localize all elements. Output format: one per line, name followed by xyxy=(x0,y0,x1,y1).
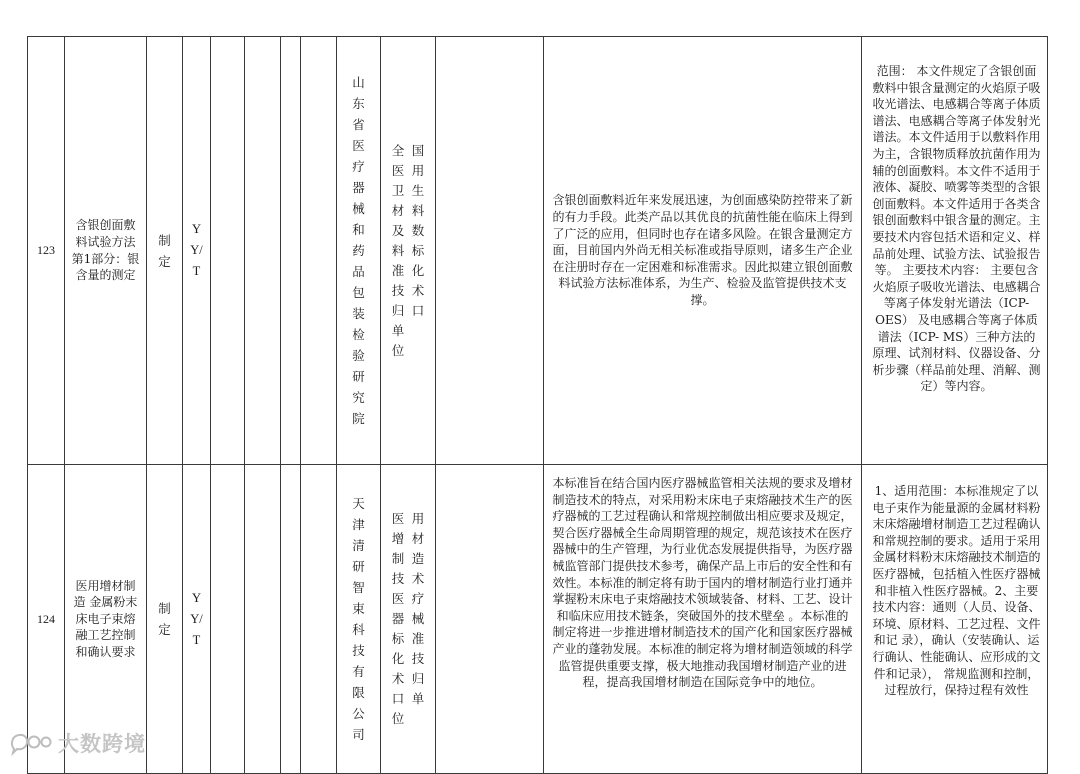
drafting-unit: 天津清研智束科技有限公司 xyxy=(352,496,365,742)
empty-cell xyxy=(281,37,301,465)
committee-col-a: 国用生料数标化术口 xyxy=(411,142,425,318)
standard-type: 制定 xyxy=(158,232,171,269)
watermark-text: 大数跨境 xyxy=(58,732,146,756)
empty-cell xyxy=(211,465,245,774)
standard-code: YY/T xyxy=(190,590,203,647)
scope-text: 1、适用范围：本标准规定了以电子束作为能量源的金属材料粉末床熔融增材制造工艺过程确认和常规控制的要求。适用于采用金属材料粉末床熔融技术制造的医疗器械，包括植入性医疗器械和非植入性医疗器械。2、主要技术内容：通则（人员、设备、环境、原材料、工艺过程、文件和记 录），确认（安装确认、运行确认、性能确认、应形成的文件和记录）， 常规监测和控制，过程放行，保持过程有效性 xyxy=(862,465,1048,774)
table-row xyxy=(28,465,1048,774)
purpose-text: 含银创面敷料近年来发展迅速，为创面感染防控带来了新的有力手段。此类产品以其优良的抗菌性能在临床上得到了广泛的应用，但同时也存在诸多风险。在银含量测定方面，目前国内外尚无相关标准或指导原则，诸多生产企业在注册时存在一定困难和标准需求。因此拟建立银创面敷料试验方法标准体系，为生产、检验及监管提供技术支撑。 xyxy=(544,37,862,465)
standard-name: 含银创面敷料试验方法第1部分：银含量的测定 xyxy=(71,218,140,283)
scope-text: 范围： 本文件规定了含银创面敷料中银含量测定的火焰原子吸收光谱法、电感耦合等离子体质谱法、电感耦合等离子体发射光谱法。本文件适用于以敷料作用为主，含银物质释放抗菌作用为辅的创面敷料。本文件不适用于液体、凝胶、喷雾等类型的含银创面敷料。本文件适用于各类含银创面敷料中银含量的测定。主要技术内容包括术语和定义、样品前处理、试验方法、试验报告等。 主要技术内容： 主要包含火焰原子吸收光谱法、电感耦合等离子体发射光谱法（ICP-OES） 及电感耦合等离子体质谱法（ICP- MS）三种方法的原理、试剂材料、仪器设备、分析步骤（样品前处理、消解、测定）等内容。 xyxy=(862,37,1048,465)
seq-number: 124 xyxy=(28,465,65,774)
empty-cell xyxy=(301,37,337,465)
empty-cell xyxy=(245,37,281,465)
bubble-logo-icon xyxy=(8,730,52,756)
drafting-unit: 山东省医疗器械和药品包装检验研究院 xyxy=(352,75,365,426)
seq-number: 123 xyxy=(28,37,65,465)
empty-cell xyxy=(301,465,337,774)
standard-name: 医用增材制造 金属粉末床电子束熔融工艺控制和确认要求 xyxy=(73,578,138,659)
watermark xyxy=(8,728,146,758)
table-row xyxy=(28,37,1048,465)
committee-col-b: 全医卫材及料准技归单位 xyxy=(391,142,405,358)
empty-cell xyxy=(436,37,544,465)
committee-col-b: 医增制技医器标化术口位 xyxy=(391,511,405,726)
empty-cell xyxy=(211,37,245,465)
committee-unit xyxy=(381,509,435,729)
committee-col-a: 用材造术疗械准技归单 xyxy=(411,511,425,706)
standards-table xyxy=(27,36,1048,774)
standard-type: 制定 xyxy=(158,601,171,637)
committee-unit xyxy=(381,141,435,361)
empty-cell xyxy=(245,465,281,774)
empty-cell xyxy=(281,465,301,774)
standard-code: YY/T xyxy=(190,222,203,278)
purpose-text: 本标准旨在结合国内医疗器械监管相关法规的要求及增材制造技术的特点，对采用粉末床电子束熔融技术生产的医疗器械的工艺过程确认和常规控制做出相应要求及规定，契合医疗器械全生命周期管理的规定，规范该技术在医疗器械中的生产管理，为行业优态发展提供指导，为医疗器械监管部门提供技术参考，确保产品上市后的安全性和有效性。本标准的制定将有助于国内的增材制造行业打通并掌握粉末床电子束熔融技术领域装备、材料、工艺、设计和临床应用技术链条，突破国外的技术壁垒 。本标准的制定将进一步推进增材制造技术的国产化和国家医疗器械产业的蓬勃发展。本标准的制定将为增材制造领域的科学监管提供重要支撑，极大地推动我国增材制造产业的进程，提高我国增材制造在国际竞争中的地位。 xyxy=(544,465,862,774)
empty-cell xyxy=(436,465,544,774)
